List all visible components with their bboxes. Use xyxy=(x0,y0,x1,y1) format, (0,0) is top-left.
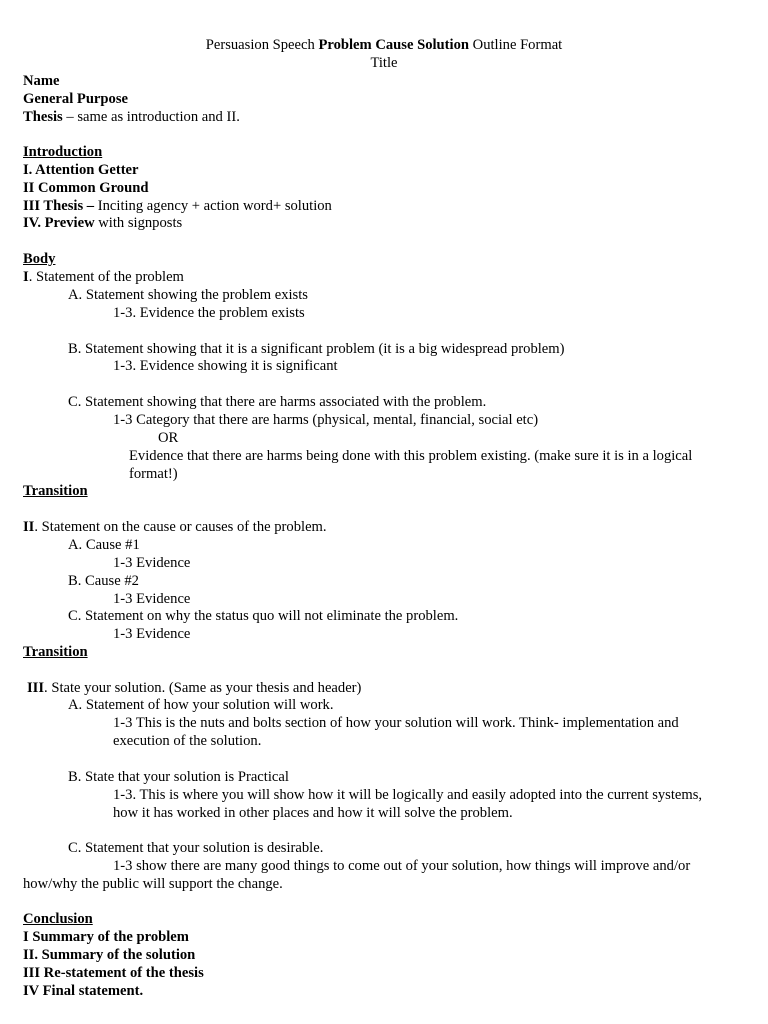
section-3-item-b-detail-line1: 1-3. This is where you will show how it will be logically and easily adopted into the current systems, xyxy=(113,787,703,803)
section-3-item-a-detail-line2: execution of the solution. xyxy=(113,733,262,749)
section-3-item-a-detail-line1: 1-3 This is the nuts and bolts section of how your solution will work. Think- implementation and xyxy=(113,715,679,731)
section-1-item-c-evidence-line2: format!) xyxy=(129,466,178,482)
section-1-item-c: C. Statement showing that there are harms associated with the problem. xyxy=(68,394,487,410)
document-title xyxy=(0,37,768,55)
section-2-item-a: A. Cause #1 xyxy=(68,537,140,553)
section-2-item-c: C. Statement on why the status quo will not eliminate the problem. xyxy=(68,608,459,624)
title-bold: Problem Cause Solution xyxy=(318,37,469,53)
intro-attention-getter: I. Attention Getter xyxy=(23,162,139,178)
section-3-item-b: B. State that your solution is Practical xyxy=(68,769,289,785)
section-1-item-c-category: 1-3 Category that there are harms (physical, mental, financial, social etc) xyxy=(113,412,539,428)
section-2-item-c-evidence: 1-3 Evidence xyxy=(113,626,191,642)
conclusion-final-statement: IV Final statement. xyxy=(23,983,144,999)
section-1-item-a: A. Statement showing the problem exists xyxy=(68,287,308,303)
thesis-text: – same as introduction and II. xyxy=(62,109,240,125)
section-1-item-b-evidence: 1-3. Evidence showing it is significant xyxy=(113,358,338,374)
section-2-number: II xyxy=(23,519,35,535)
intro-common-ground: II Common Ground xyxy=(23,180,149,196)
section-1-text: . Statement of the problem xyxy=(28,269,184,285)
transition-2: Transition xyxy=(23,644,88,660)
section-1-item-b: B. Statement showing that it is a significant problem (it is a big widespread problem) xyxy=(68,341,565,357)
thesis-line xyxy=(23,109,240,127)
section-3-item-c-detail-line2: how/why the public will support the change. xyxy=(23,876,283,892)
name-label: Name xyxy=(23,73,60,89)
section-1-item-a-evidence: 1-3. Evidence the problem exists xyxy=(113,305,305,321)
conclusion-heading: Conclusion xyxy=(23,911,93,927)
intro-thesis-text: Inciting agency + action word+ solution xyxy=(94,198,332,214)
section-1-or: OR xyxy=(158,430,179,446)
section-3-number: III xyxy=(27,680,45,696)
section-3-item-c: C. Statement that your solution is desirable. xyxy=(68,840,324,856)
intro-preview-text: with signposts xyxy=(94,215,183,231)
title-prefix: Persuasion Speech xyxy=(205,37,319,53)
section-2-item-a-evidence: 1-3 Evidence xyxy=(113,555,191,571)
transition-1: Transition xyxy=(23,483,88,499)
document-subtitle: Title xyxy=(370,55,398,71)
body-section-3 xyxy=(27,680,361,698)
intro-thesis-label: III Thesis – xyxy=(23,198,95,214)
section-2-item-b-evidence: 1-3 Evidence xyxy=(113,591,191,607)
section-1-number: I xyxy=(23,269,29,285)
intro-preview-label: IV. Preview xyxy=(23,215,95,231)
body-heading: Body xyxy=(23,251,56,267)
body-section-2 xyxy=(23,519,327,537)
conclusion-thesis-restatement: III Re-statement of the thesis xyxy=(23,965,204,981)
title-suffix: Outline Format xyxy=(469,37,563,53)
body-section-1 xyxy=(23,269,184,287)
general-purpose-label: General Purpose xyxy=(23,91,128,107)
section-3-item-c-detail-line1: 1-3 show there are many good things to come out of your solution, how things will improve and/or xyxy=(113,858,691,874)
section-1-item-c-evidence-line1: Evidence that there are harms being done with this problem existing. (make sure it is in a logical xyxy=(129,448,693,464)
intro-thesis xyxy=(23,198,332,216)
section-3-text: . State your solution. (Same as your thesis and header) xyxy=(44,680,362,696)
conclusion-solution-summary: II. Summary of the solution xyxy=(23,947,196,963)
thesis-label: Thesis xyxy=(23,109,63,125)
intro-preview xyxy=(23,215,182,233)
section-3-item-b-detail-line2: how it has worked in other places and how it will solve the problem. xyxy=(113,805,513,821)
introduction-heading: Introduction xyxy=(23,144,103,160)
section-3-item-a: A. Statement of how your solution will work. xyxy=(68,697,334,713)
section-2-item-b: B. Cause #2 xyxy=(68,573,139,589)
conclusion-problem-summary: I Summary of the problem xyxy=(23,929,189,945)
section-2-text: . Statement on the cause or causes of the problem. xyxy=(34,519,327,535)
